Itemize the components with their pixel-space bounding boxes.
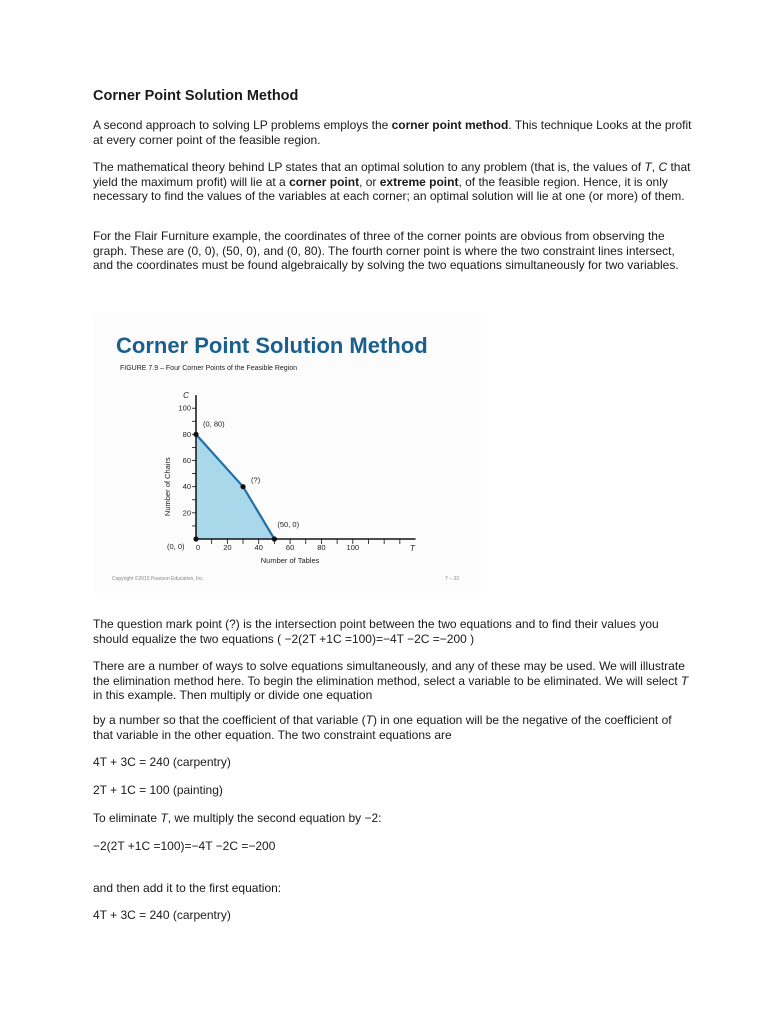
text-run: ) in one equation will be the negative of the coefficient of that variable in the other equation. The two constraint equations are (93, 713, 672, 742)
paragraph-theory (93, 160, 693, 204)
text-run: that yield the maximum profit) will lie at a (93, 160, 691, 189)
y-tick-label: 60 (182, 456, 191, 466)
feasible-region-chart (93, 313, 481, 593)
x-tick-label: 80 (317, 543, 326, 552)
text-run: , or (359, 174, 380, 189)
variable-c: C (658, 160, 668, 174)
x-tick-label: 20 (223, 543, 232, 552)
equation-carpentry: 4T + 3C = 240 (carpentry) (93, 755, 231, 769)
corner-point-marker (240, 484, 245, 489)
feasible-region (196, 434, 274, 539)
corner-point-marker (193, 432, 198, 437)
paragraph-eliminate-t (93, 811, 382, 825)
x-axis-letter: T (409, 544, 415, 553)
figure-copyright: Copyright ©2015 Pearson Education, Inc. (112, 576, 205, 582)
y-tick-label: 80 (182, 429, 191, 439)
variable-t: T (365, 713, 373, 727)
x-axis-label: Number of Tables (260, 556, 320, 565)
figure-slide (93, 313, 481, 593)
x-tick-label: 100 (346, 543, 360, 552)
text-run: , of the feasible region. Hence, it is only necessary to find the values of the variables at each corner; an optimal solution will lie at one (or more) of them. (93, 174, 685, 204)
paragraph-elimination (93, 659, 693, 703)
y-tick-label: 40 (182, 482, 191, 492)
figure-caption: FIGURE 7.9 – Four Corner Points of the Feasible Region (120, 365, 298, 372)
paragraph-coefficient (93, 713, 693, 742)
paragraph-add-equation: and then add it to the first equation: (93, 881, 282, 895)
variable-t: T (644, 160, 652, 174)
text-run: . This technique Looks at the profit at every corner point of the feasible region. (93, 118, 692, 147)
text-run: To eliminate (93, 811, 161, 825)
figure-page-number: 7 – 33 (445, 576, 459, 582)
text-run: The mathematical theory behind LP states that an optimal solution to any problem (that is, the values of (93, 160, 645, 174)
paragraph-intro (93, 118, 693, 147)
text-run: There are a number of ways to solve equations simultaneously, and any of these may be used. We will illustrate the elimination method here. To begin the elimination method, select a variable to be eliminated. We will select (93, 659, 685, 688)
equation-multiplied: −2(2T +1C =100)=−4T −2C =−200 (93, 839, 276, 853)
y-tick-label: 20 (182, 508, 191, 518)
corner-point-marker (272, 536, 277, 541)
corner-point-marker (193, 536, 198, 541)
bold-term: corner point (289, 174, 360, 189)
text-run: , we multiply the second equation by −2: (167, 811, 382, 825)
text-run: A second approach to solving LP problems employs the (93, 118, 392, 132)
paragraph-flair-example: For the Flair Furniture example, the coordinates of three of the corner points are obvious from observing the graph. These are (0, 0), (50, 0), and (0, 80). The fourth corner point is where the two constraint lines intersect, and the coordinates must be found algebraically by solving the two equations simultaneously for two variables. (93, 229, 679, 273)
text-run: The question mark point (?) is the intersection point between the two equations and to find their values you should equalize the two equations ( (93, 617, 659, 646)
bold-term: corner point method (391, 118, 509, 132)
y-axis-label: Number of Chairs (163, 457, 172, 517)
inline-equation: −2(2T +1C =100)=−4T −2C =−200 (284, 631, 467, 646)
variable-t: T (160, 811, 168, 825)
x-tick-label: 60 (285, 543, 295, 552)
text-run: , (651, 160, 659, 174)
corner-point-label: (0, 80) (203, 419, 225, 429)
text-run: in this example. Then multiply or divide one equation (93, 688, 373, 703)
corner-point-label: (?) (251, 475, 261, 485)
corner-point-label: (50, 0) (277, 520, 300, 529)
equation-painting: 2T + 1C = 100 (painting) (93, 783, 223, 797)
figure-title: Corner Point Solution Method (116, 333, 428, 358)
equation-carpentry-repeat: 4T + 3C = 240 (carpentry) (93, 908, 231, 922)
y-axis-letter: C (183, 391, 189, 401)
text-run: ) (466, 631, 475, 646)
section-heading: Corner Point Solution Method (93, 88, 299, 104)
y-tick-label: 100 (178, 403, 191, 413)
paragraph-question-point (93, 617, 693, 646)
bold-term: extreme point (379, 174, 459, 189)
x-tick-label: 0 (195, 543, 201, 552)
variable-t: T (680, 673, 689, 688)
x-tick-label: 40 (254, 543, 263, 552)
text-run: by a number so that the coefficient of that variable ( (93, 713, 366, 727)
corner-point-label: (0, 0) (167, 542, 185, 551)
